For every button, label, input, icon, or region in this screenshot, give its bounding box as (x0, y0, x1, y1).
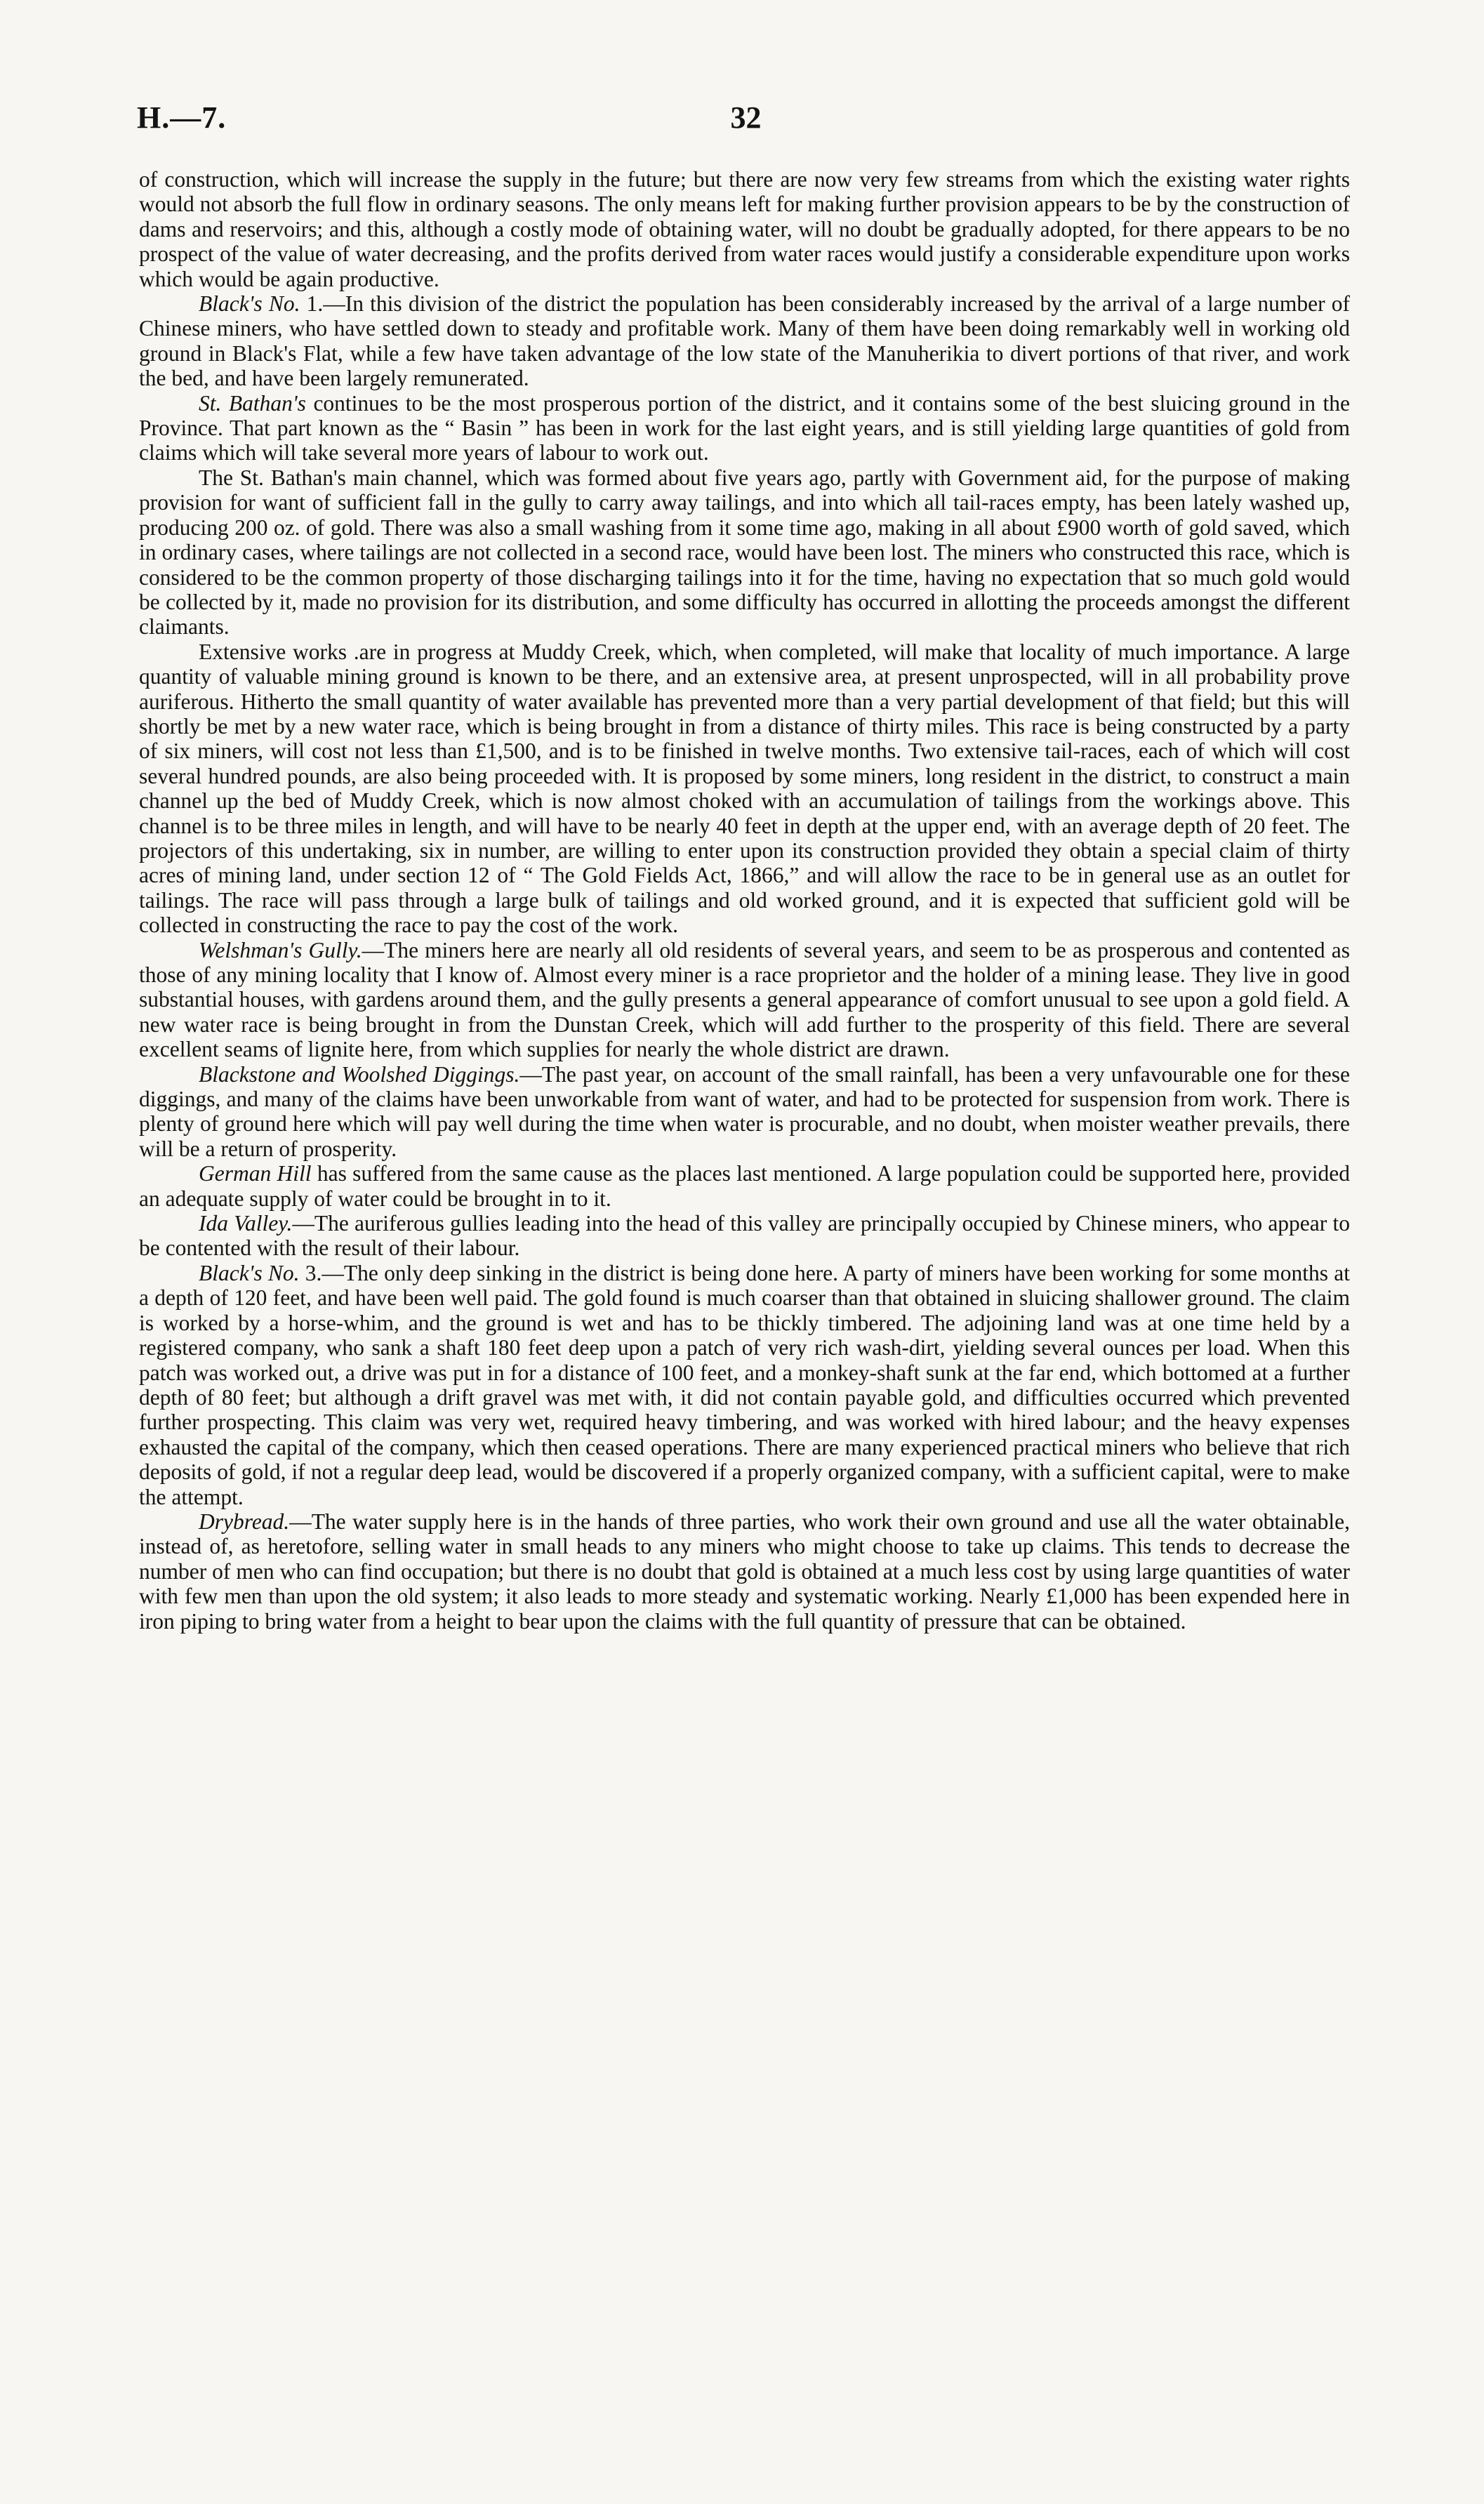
section-heading: St. Bathan's (199, 390, 306, 416)
page-number: 32 (730, 100, 762, 135)
paragraph-welshmans-gully (139, 938, 1350, 1062)
paragraph-blacks-no-1 (139, 291, 1350, 391)
paragraph-ida-valley (139, 1211, 1350, 1261)
section-heading: Ida Valley. (199, 1211, 293, 1236)
paragraph-text: 1.—In this division of the district the population has been considerably increased by the arrival of a large number of Chinese miners, who have settled down to steady and profitable work. Many of them have been doing remarkably well in working old ground in Black's Flat, while a few have taken advantage of the low state of the Manuherikia to divert portions of that river, and work the bed, and have been largely remunerated. (139, 291, 1350, 391)
page-header (137, 100, 1355, 142)
paragraph-drybread (139, 1509, 1350, 1634)
paragraph-blackstone-woolshed (139, 1062, 1350, 1162)
section-heading: Welshman's Gully. (199, 937, 362, 962)
paragraph-text: —The water supply here is in the hands of three parties, who work their own ground and use all the water obtainable, instead of, as heretofore, selling water in small heads to any miners who might choose to take up claims. This tends to decrease the number of men who can find occupation; but there is no doubt that gold is obtained at a much less cost by using large quantities of water with few men than upon the old system; it also leads to more steady and systematic working. Nearly £1,000 has been expended here in iron piping to bring water from a height to bear upon the claims with the full quantity of pressure that can be obtained. (139, 1509, 1350, 1634)
section-heading: Black's No. (199, 1260, 300, 1285)
paragraph-text: —The miners here are nearly all old residents of several years, and seem to be as prosperous and contented as those of any mining locality that I know of. Almost every miner is a race proprietor and the holder of a mining lease. They live in good substantial houses, with gardens around them, and the gully presents a general appearance of comfort unusual to see upon a gold field. A new water race is being brought in from the Dunstan Creek, which will add further to the prosperity of this field. There are several excellent seams of lignite here, from which supplies for nearly the whole district are drawn. (139, 937, 1350, 1062)
section-heading: Black's No. (199, 291, 300, 317)
paragraph-text: The St. Bathan's main channel, which was formed about five years ago, partly with Government aid, for the purpose of making provision for want of sufficient fall in the gully to carry away tailings, and into which all tail-races empty, has been lately washed up, producing 200 oz. of gold. There was also a small washing from it some time ago, making in all about £900 worth of gold saved, which in ordinary cases, where tailings are not collected in a second race, would have been lost. The miners who constructed this race, which is considered to be the common property of those discharging tailings into it for the time, having no expectation that so much gold would be collected by it, made no provision for its distribution, and some difficulty has occurred in allotting the proceeds amongst the different claimants. (139, 465, 1350, 640)
paragraph-text: —The past year, on account of the small rainfall, has been a very unfavourable one for these diggings, and many of the claims have been unworkable from want of water, and had to be protected for suspension from work. There is plenty of ground here which will pay well during the time when water is procurable, and no doubt, when moister weather prevails, there will be a return of prosperity. (139, 1061, 1351, 1161)
paragraph-text: Extensive works .are in progress at Muddy Creek, which, when completed, will make that locality of much importance. A large quantity of valuable mining ground is known to be there, and an extensive area, at present unprospected, will in all probability prove auriferous. Hitherto the small quantity of water available has prevented more than a very partial development of that field; but this will shortly be met by a new water race, which is being brought in from a distance of thirty miles. This race is being constructed by a party of six miners, will cost not less than £1,500, and is to be finished in twelve months. Two extensive tail-races, each of which will cost several hundred pounds, are also being proceeded with. It is proposed by some miners, long resident in the district, to construct a main channel up the bed of Muddy Creek, which is now almost choked with an accumulation of tailings from the workings above. This channel is to be three miles in length, and will have to be nearly 40 feet in depth at the upper end, with an average depth of 20 feet. The projectors of this undertaking, six in number, are willing to enter upon its construction provided they obtain a special claim of thirty acres of mining land, under section 12 of “ The Gold Fields Act, 1866,” and will allow the race to be in general use as an outlet for tailings. The race will pass through a large bulk of tailings and old worked ground, and it is expected that sufficient gold will be collected in constructing the race to pay the cost of the work. (139, 639, 1350, 938)
paragraph-st-bathans (139, 391, 1350, 465)
document-reference: H.—7. (137, 100, 227, 135)
paragraph-water-supply-continued (139, 167, 1350, 291)
report-body (139, 167, 1350, 1634)
paragraph-text: has suffered from the same cause as the places last mentioned. A large population could be supported here, provided an adequate supply of water could be brought in to it. (139, 1161, 1350, 1211)
section-heading: German Hill (199, 1161, 312, 1186)
paragraph-text: of construction, which will increase the supply in the future; but there are now very few streams from which the existing water rights would not absorb the full flow in ordinary seasons. The only means left for making further provision appears to be by the construction of dams and reservoirs; and this, although a costly mode of obtaining water, will no doubt be gradually adopted, for there appears to be no prospect of the value of water decreasing, and the profits derived from water races would justify a considerable expenditure upon works which would be again productive. (139, 167, 1350, 291)
paragraph-german-hill (139, 1161, 1350, 1211)
section-heading: Blackstone and Woolshed Diggings. (199, 1061, 520, 1087)
paragraph-text: 3.—The only deep sinking in the district is being done here. A party of miners have been working for some months at a depth of 120 feet, and have been well paid. The gold found is much coarser than that obtained in sluicing shallower ground. The claim is worked by a horse-whim, and the ground is wet and has to be thickly timbered. The adjoining land was at one time held by a registered company, who sank a shaft 180 feet deep upon a patch of very rich wash-dirt, yielding several ounces per load. When this patch was worked out, a drive was put in for a distance of 100 feet, and a monkey-shaft sunk at the far end, which bottomed at a further depth of 80 feet; but although a drift gravel was met with, it did not contain payable gold, and difficulties occurred which prevented further prospecting. This claim was very wet, required heavy timbering, and was worked with hired labour; and the heavy expenses exhausted the capital of the company, which then ceased operations. There are many experienced practical miners who believe that rich deposits of gold, if not a regular deep lead, would be discovered if a properly organized company, with a sufficient capital, were to make the attempt. (139, 1260, 1350, 1509)
section-heading: Drybread. (199, 1509, 290, 1534)
paragraph-blacks-no-3 (139, 1261, 1350, 1509)
paragraph-muddy-creek (139, 640, 1350, 938)
paragraph-main-channel (139, 465, 1350, 640)
paragraph-text: —The auriferous gullies leading into the head of this valley are principally occupied by Chinese miners, who appear to be contented with the result of their labour. (139, 1211, 1350, 1261)
paragraph-text: continues to be the most prosperous portion of the district, and it contains some of the best sluicing ground in the Province. That part known as the “ Basin ” has been in work for the last eight years, and is still yielding large quantities of gold from claims which will take several more years of labour to work out. (139, 390, 1350, 465)
